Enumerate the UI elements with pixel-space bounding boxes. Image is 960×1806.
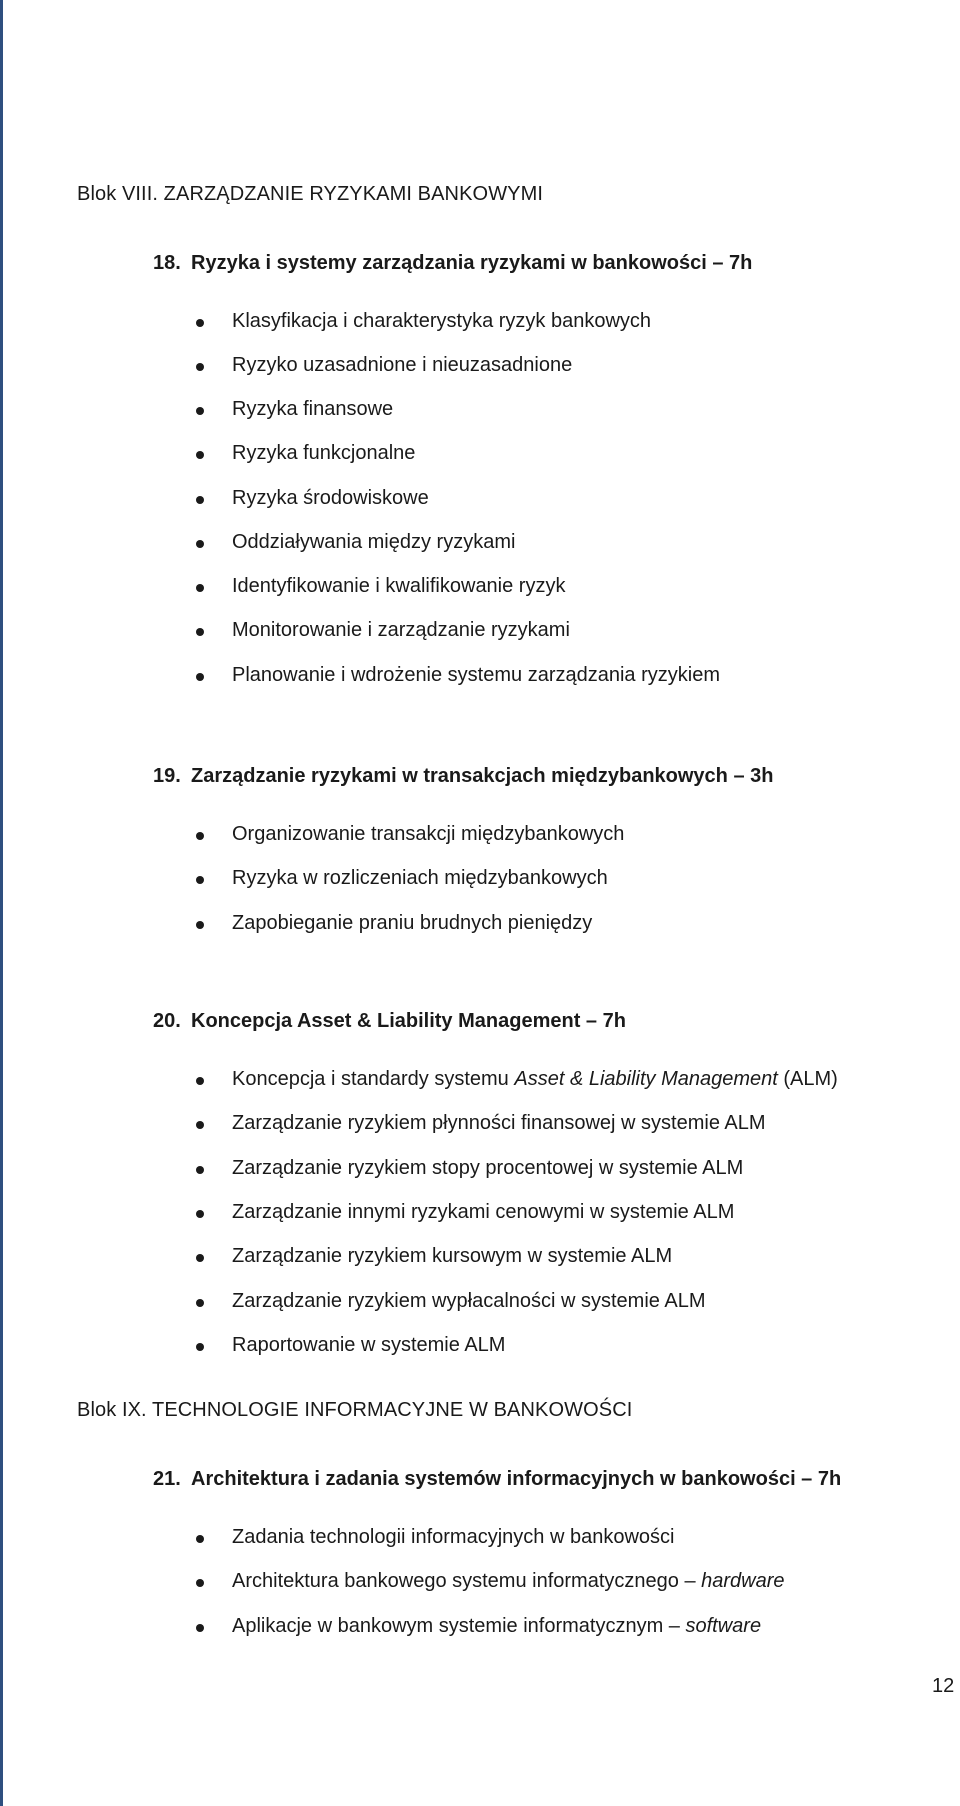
list-item: Klasyfikacja i charakterystyka ryzyk bankowych bbox=[0, 310, 900, 340]
section-number: 21. bbox=[153, 1468, 181, 1490]
section-number: 19. bbox=[153, 765, 181, 787]
list-item: Oddziaływania między ryzykami bbox=[0, 531, 900, 561]
bullet-icon bbox=[196, 628, 204, 636]
list-item: Organizowanie transakcji międzybankowych bbox=[0, 823, 900, 853]
bullet-icon bbox=[196, 1299, 204, 1307]
section-heading: Architektura i zadania systemów informacyjnych w bankowości – 7h bbox=[191, 1468, 842, 1490]
list-item: Ryzyka funkcjonalne bbox=[0, 442, 900, 472]
bullet-icon bbox=[196, 1624, 204, 1632]
list-item: Koncepcja i standardy systemu Asset & Liability Management (ALM) bbox=[0, 1068, 900, 1098]
bullet-icon bbox=[196, 876, 204, 884]
bullet-icon bbox=[196, 1579, 204, 1587]
bullet-icon bbox=[196, 363, 204, 371]
list-item: Identyfikowanie i kwalifikowanie ryzyk bbox=[0, 575, 900, 605]
bullet-icon bbox=[196, 584, 204, 592]
list-item: Zarządzanie ryzykiem wypłacalności w systemie ALM bbox=[0, 1290, 900, 1320]
list-item: Architektura bankowego systemu informatycznego – hardware bbox=[0, 1570, 900, 1600]
list-item: Zarządzanie ryzykiem stopy procentowej w systemie ALM bbox=[0, 1157, 900, 1187]
bullet-icon bbox=[196, 921, 204, 929]
section-number: 18. bbox=[153, 252, 181, 274]
bullet-icon bbox=[196, 1210, 204, 1218]
section-heading: Zarządzanie ryzykami w transakcjach międzybankowych – 3h bbox=[191, 765, 774, 787]
list-item: Ryzyko uzasadnione i nieuzasadnione bbox=[0, 354, 900, 384]
section-title-21 bbox=[153, 1468, 841, 1491]
bullet-icon bbox=[196, 673, 204, 681]
section-heading: Ryzyka i systemy zarządzania ryzykami w bankowości – 7h bbox=[191, 252, 753, 274]
list-item: Monitorowanie i zarządzanie ryzykami bbox=[0, 619, 900, 649]
bullet-icon bbox=[196, 1166, 204, 1174]
list-item: Zarządzanie ryzykiem kursowym w systemie ALM bbox=[0, 1245, 900, 1275]
page-number: 12 bbox=[932, 1675, 955, 1697]
list-item: Zadania technologii informacyjnych w bankowości bbox=[0, 1526, 900, 1556]
list-item: Raportowanie w systemie ALM bbox=[0, 1334, 900, 1364]
section-number: 20. bbox=[153, 1010, 181, 1032]
bullet-icon bbox=[196, 540, 204, 548]
section-heading: Koncepcja Asset & Liability Management – 7h bbox=[191, 1010, 626, 1032]
list-item: Planowanie i wdrożenie systemu zarządzania ryzykiem bbox=[0, 664, 900, 694]
bullet-icon bbox=[196, 1121, 204, 1129]
list-item: Zapobieganie praniu brudnych pieniędzy bbox=[0, 912, 900, 942]
bullet-icon bbox=[196, 1254, 204, 1262]
list-item: Zarządzanie ryzykiem płynności finansowej w systemie ALM bbox=[0, 1112, 900, 1142]
list-item: Aplikacje w bankowym systemie informatycznym – software bbox=[0, 1615, 900, 1645]
section-title-18 bbox=[153, 252, 752, 275]
bullet-icon bbox=[196, 407, 204, 415]
block-title-ix: Blok IX. TECHNOLOGIE INFORMACYJNE W BANKOWOŚCI bbox=[77, 1399, 633, 1421]
bullet-icon bbox=[196, 832, 204, 840]
list-item: Ryzyka środowiskowe bbox=[0, 487, 900, 517]
bullet-icon bbox=[196, 319, 204, 327]
list-item: Ryzyka w rozliczeniach międzybankowych bbox=[0, 867, 900, 897]
list-item: Zarządzanie innymi ryzykami cenowymi w systemie ALM bbox=[0, 1201, 900, 1231]
bullet-icon bbox=[196, 1343, 204, 1351]
section-title-19 bbox=[153, 765, 773, 788]
block-title-viii: Blok VIII. ZARZĄDZANIE RYZYKAMI BANKOWYMI bbox=[77, 183, 544, 205]
section-title-20 bbox=[153, 1010, 626, 1033]
bullet-icon bbox=[196, 496, 204, 504]
bullet-icon bbox=[196, 1535, 204, 1543]
list-item: Ryzyka finansowe bbox=[0, 398, 900, 428]
bullet-icon bbox=[196, 451, 204, 459]
bullet-icon bbox=[196, 1077, 204, 1085]
